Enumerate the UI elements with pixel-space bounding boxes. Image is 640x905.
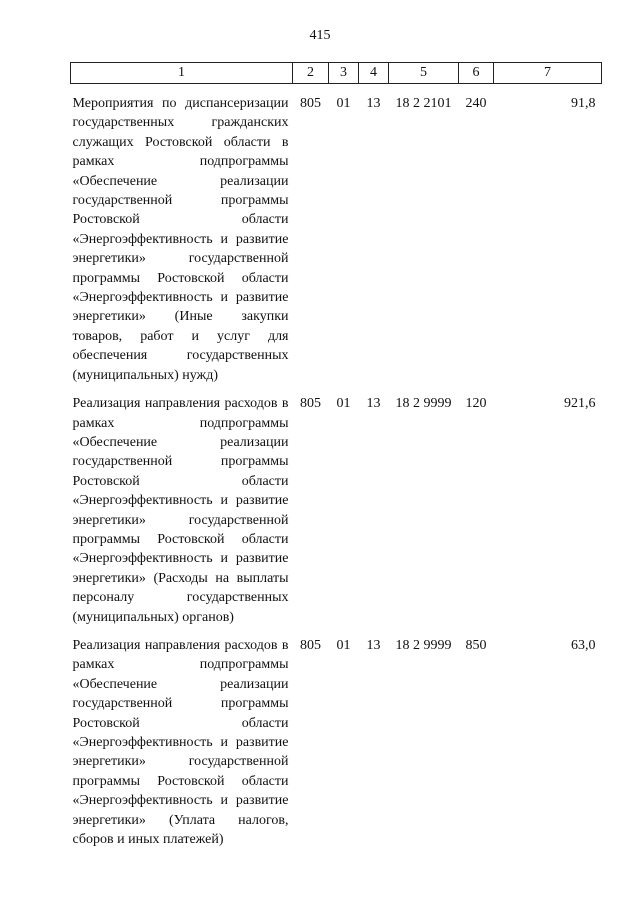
row-target-article: 18 2 2101 — [395, 96, 452, 111]
header-col-4: 4 — [359, 63, 389, 84]
row-section-code: 01 — [336, 637, 351, 653]
row-description: Реализация направления расходов в рамках подпрограммы «Обеспечение реализации государственной программы Ростовской области «Энергоэффективность и развитие энергетики» государственной программы Ростовской области «Энергоэффективность и развитие энергетики» (Уплата налогов, сборов и иных платежей) — [72, 637, 289, 848]
header-col-7: 7 — [494, 63, 602, 84]
row-subsection-code: 13 — [366, 637, 381, 653]
header-col-2: 2 — [293, 63, 329, 84]
row-section-code: 01 — [336, 96, 351, 111]
row-subsection-code: 13 — [366, 96, 381, 111]
row-ministry-code: 805 — [300, 637, 321, 653]
row-target-article: 18 2 9999 — [395, 637, 452, 653]
budget-table — [70, 62, 602, 849]
row-description: Реализация направления расходов в рамках подпрограммы «Обеспечение реализации государственной программы Ростовской области «Энергоэффективность и развитие энергетики» государственной программы Ростовской области «Энергоэффективность и развитие энергетики» (Расходы на выплаты персоналу государственных (муниципальных) органов) — [72, 396, 289, 625]
table-row — [71, 84, 602, 386]
row-expense-type: 240 — [465, 96, 487, 111]
row-target-article: 18 2 9999 — [395, 396, 452, 412]
header-col-1: 1 — [71, 63, 293, 84]
row-amount: 921,6 — [564, 396, 596, 412]
row-section-code: 01 — [336, 396, 351, 412]
header-col-3: 3 — [329, 63, 359, 84]
row-subsection-code: 13 — [366, 396, 381, 412]
row-expense-type: 120 — [465, 396, 487, 412]
header-col-6: 6 — [459, 63, 494, 84]
row-expense-type: 850 — [465, 637, 487, 653]
table-body — [71, 84, 602, 850]
page-number: 415 — [309, 28, 331, 43]
table-header — [71, 63, 602, 84]
header-row — [71, 63, 602, 84]
header-col-5: 5 — [389, 63, 459, 84]
table-row — [71, 627, 602, 849]
table-row — [71, 385, 602, 627]
row-ministry-code: 805 — [300, 96, 321, 111]
row-amount: 63,0 — [571, 637, 596, 653]
row-description: Мероприятия по диспансеризации государственных гражданских служащих Ростовской области в рамках подпрограммы «Обеспечение реализации государственной программы Ростовской области «Энергоэффективность и развитие энергетики» государственной программы Ростовской области «Энергоэффективность и развитие энергетики» (Иные закупки товаров, работ и услуг для обеспечения государственных (муниципальных) нужд) — [72, 96, 289, 383]
row-amount: 91,8 — [571, 96, 596, 111]
row-ministry-code: 805 — [300, 396, 321, 412]
